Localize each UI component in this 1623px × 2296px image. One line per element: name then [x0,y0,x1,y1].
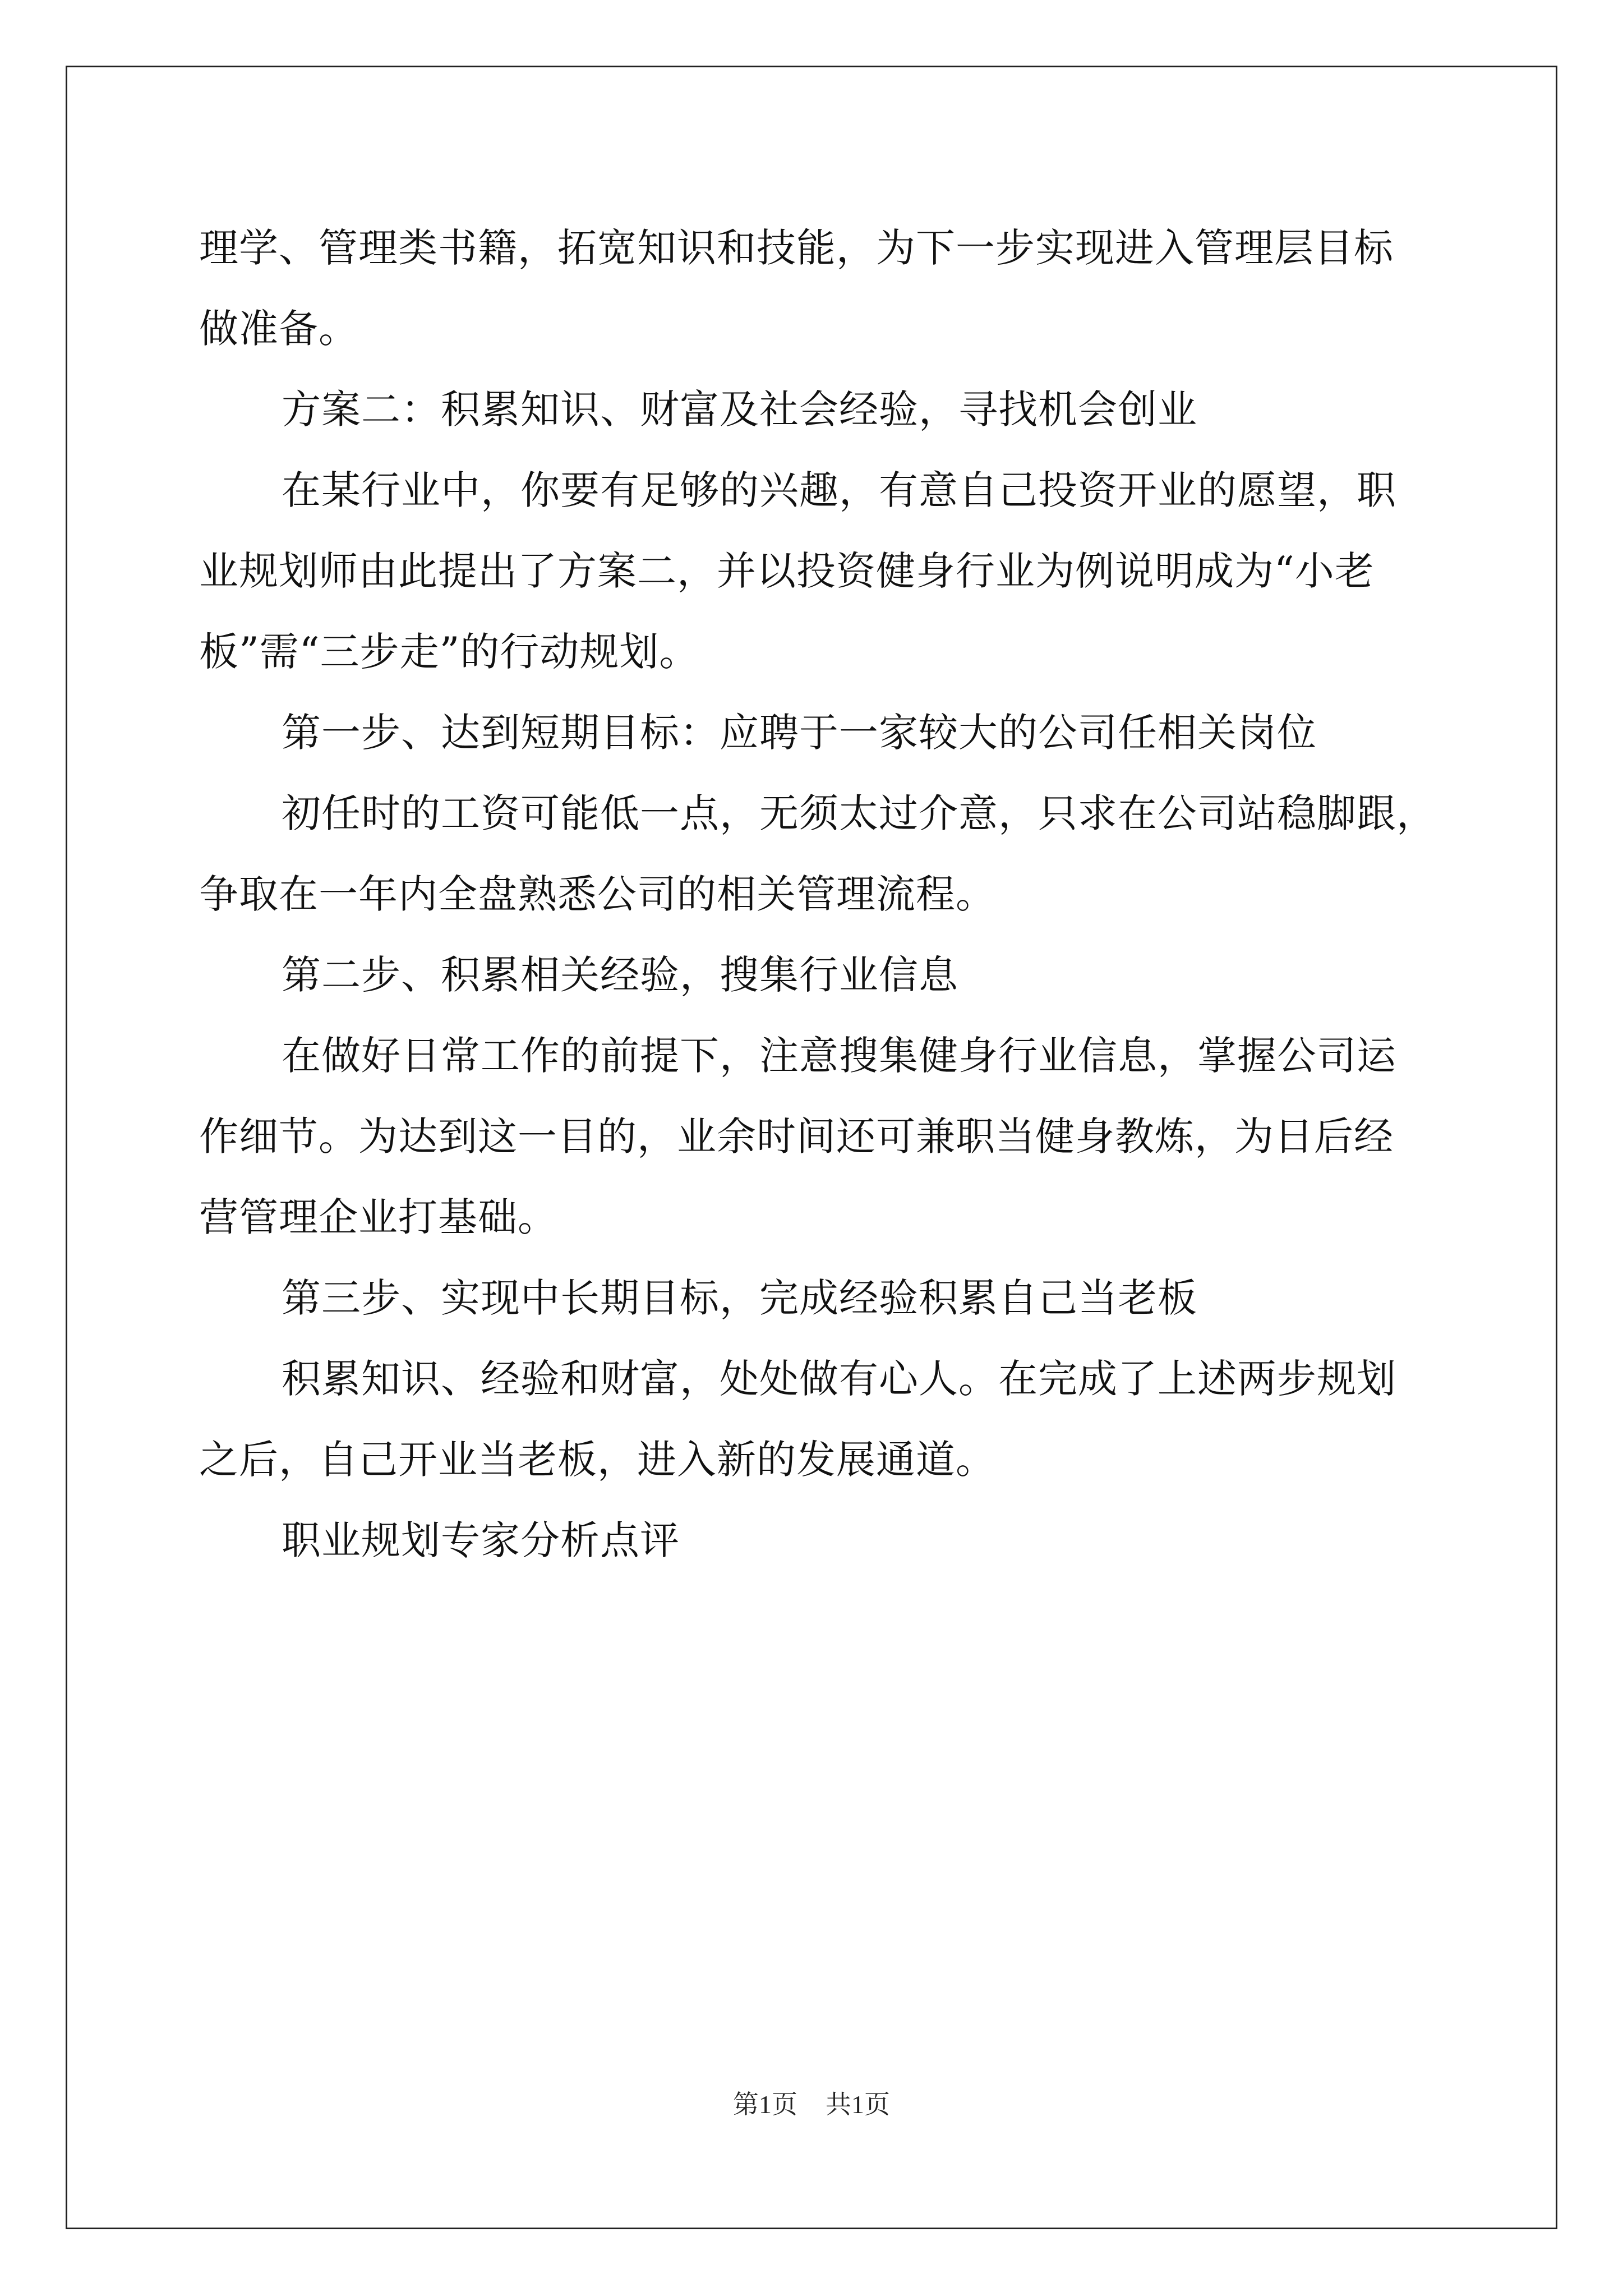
expert-review-heading: 职业规划专家分析点评 [282,1517,680,1563]
body-text [199,208,1434,1581]
page-footer [0,2084,1623,2121]
total-pages: 共1页 [826,2090,890,2119]
document-body [199,208,1434,1581]
text-line: 营管理企业打基础。 [199,1194,557,1240]
section-heading-plan-two: 方案二：积累知识、财富及社会经验，寻找机会创业 [282,386,1197,432]
text-line: 初任时的工资可能低一点，无须太过介意，只求在公司站稳脚跟， [282,790,1436,836]
text-line: 在做好日常工作的前提下，注意搜集健身行业信息，掌握公司运 [282,1033,1396,1079]
page-number: 第1页 [733,2090,797,2119]
text-line: 业规划师由此提出了方案二，并以投资健身行业为例说明成为“小老 [199,548,1375,594]
text-line: 积累知识、经验和财富，处处做有心人。在完成了上述两步规划 [282,1356,1396,1402]
text-line: 在某行业中，你要有足够的兴趣，有意自己投资开业的愿望，职 [282,467,1396,513]
step-two-heading: 第二步、积累相关经验，搜集行业信息 [282,952,958,998]
text-line: 之后，自己开业当老板，进入新的发展通道。 [199,1437,995,1483]
text-line: 争取在一年内全盘熟悉公司的相关管理流程。 [199,871,995,917]
text-line: 作细节。为达到这一目的，业余时间还可兼职当健身教炼，为日后经 [199,1114,1394,1159]
text-line: 做准备。 [199,306,358,352]
text-line: 理学、管理类书籍，拓宽知识和技能，为下一步实现进入管理层目标 [199,225,1394,271]
step-one-heading: 第一步、达到短期目标：应聘于一家较大的公司任相关岗位 [282,710,1317,756]
text-line: 板”需“三步走”的行动规划。 [199,629,699,675]
step-three-heading: 第三步、实现中长期目标，完成经验积累自己当老板 [282,1275,1197,1321]
